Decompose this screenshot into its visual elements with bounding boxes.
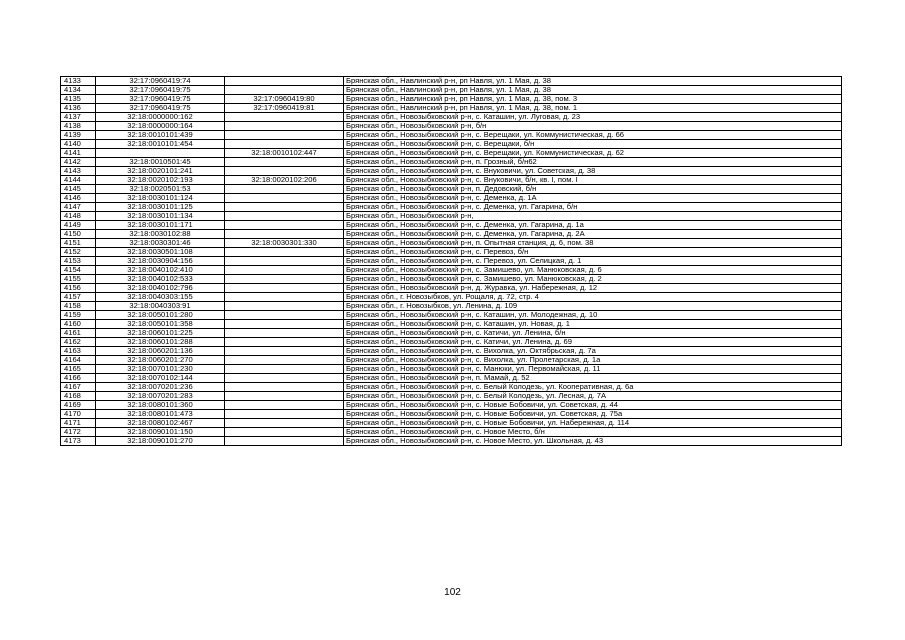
sub-cadastral-number-cell: [225, 158, 344, 167]
table-row: [61, 257, 842, 266]
sub-cadastral-number-cell: [225, 257, 344, 266]
address-cell: Брянская обл., Новозыбковский р-н, с. Манюки, ул. Первомайская, д. 11: [344, 365, 842, 374]
sub-cadastral-number-cell: [225, 356, 344, 365]
sub-cadastral-number-cell: [225, 131, 344, 140]
row-number-cell: 4155: [61, 275, 96, 284]
sub-cadastral-number-cell: 32:17:0960419:80: [225, 95, 344, 104]
address-cell: Брянская обл., Новозыбковский р-н, с. Каташин, ул. Молодежная, д. 10: [344, 311, 842, 320]
row-number-cell: 4163: [61, 347, 96, 356]
cadastral-number-cell: 32:18:0020102:193: [96, 176, 225, 185]
sub-cadastral-number-cell: 32:17:0960419:81: [225, 104, 344, 113]
row-number-cell: 4134: [61, 86, 96, 95]
cadastral-number-cell: 32:18:0040102:533: [96, 275, 225, 284]
table-row: [61, 356, 842, 365]
row-number-cell: 4148: [61, 212, 96, 221]
address-cell: Брянская обл., Новозыбковский р-н, б/н: [344, 122, 842, 131]
sub-cadastral-number-cell: [225, 374, 344, 383]
table-row: [61, 158, 842, 167]
cadastral-number-cell: 32:17:0960419:75: [96, 104, 225, 113]
sub-cadastral-number-cell: [225, 122, 344, 131]
cadastral-number-cell: 32:18:0040303:155: [96, 293, 225, 302]
sub-cadastral-number-cell: [225, 293, 344, 302]
address-cell: Брянская обл., Новозыбковский р-н, п. Опытная станция, д. 6, пом. 38: [344, 239, 842, 248]
table-body: [61, 77, 842, 446]
table-row: [61, 311, 842, 320]
cadastral-number-cell: 32:18:0060101:288: [96, 338, 225, 347]
sub-cadastral-number-cell: [225, 410, 344, 419]
address-cell: Брянская обл., Новозыбковский р-н, с. Перевоз, ул. Селицкая, д. 1: [344, 257, 842, 266]
address-cell: Брянская обл., Новозыбковский р-н, п. Грозный, б/н62: [344, 158, 842, 167]
sub-cadastral-number-cell: [225, 140, 344, 149]
address-cell: Брянская обл., Навлинский р-н, рп Навля, ул. 1 Мая, д. 38, пом. 1: [344, 104, 842, 113]
table-row: [61, 185, 842, 194]
cadastral-number-cell: 32:18:0030101:171: [96, 221, 225, 230]
table-row: [61, 230, 842, 239]
row-number-cell: 4159: [61, 311, 96, 320]
sub-cadastral-number-cell: [225, 113, 344, 122]
row-number-cell: 4137: [61, 113, 96, 122]
table-row: [61, 338, 842, 347]
table-row: [61, 437, 842, 446]
address-cell: Брянская обл., Новозыбковский р-н, с. Деменка, ул. Гагарина, д. 2А: [344, 230, 842, 239]
table-row: [61, 347, 842, 356]
row-number-cell: 4152: [61, 248, 96, 257]
address-cell: Брянская обл., Новозыбковский р-н, с. Внуковичи, б/н, кв. I, пом. I: [344, 176, 842, 185]
row-number-cell: 4172: [61, 428, 96, 437]
sub-cadastral-number-cell: [225, 338, 344, 347]
row-number-cell: 4158: [61, 302, 96, 311]
row-number-cell: 4136: [61, 104, 96, 113]
cadastral-number-cell: 32:18:0050101:358: [96, 320, 225, 329]
cadastral-number-cell: 32:18:0070101:230: [96, 365, 225, 374]
table-row: [61, 140, 842, 149]
table-row: [61, 203, 842, 212]
address-cell: Брянская обл., Новозыбковский р-н, с. Каташин, ул. Новая, д. 1: [344, 320, 842, 329]
row-number-cell: 4147: [61, 203, 96, 212]
address-cell: Брянская обл., Новозыбковский р-н, п. Дедовский, б/н: [344, 185, 842, 194]
table-row: [61, 149, 842, 158]
address-cell: Брянская обл., Новозыбковский р-н, с. Деменка, ул. Гагарина, б/н: [344, 203, 842, 212]
sub-cadastral-number-cell: 32:18:0010102:447: [225, 149, 344, 158]
cadastral-number-cell: 32:18:0060201:136: [96, 347, 225, 356]
sub-cadastral-number-cell: [225, 302, 344, 311]
row-number-cell: 4145: [61, 185, 96, 194]
cadastral-number-cell: 32:18:0060101:225: [96, 329, 225, 338]
table-row: [61, 212, 842, 221]
cadastral-number-cell: 32:17:0960419:74: [96, 77, 225, 86]
address-cell: Брянская обл., Новозыбковский р-н, с. Новые Бобовичи, ул. Советская, д. 75а: [344, 410, 842, 419]
sub-cadastral-number-cell: [225, 347, 344, 356]
cadastral-number-cell: 32:18:0030101:125: [96, 203, 225, 212]
table-row: [61, 167, 842, 176]
row-number-cell: 4166: [61, 374, 96, 383]
address-cell: Брянская обл., Навлинский р-н, рп Навля, ул. 1 Мая, д. 38: [344, 77, 842, 86]
address-cell: Брянская обл., Новозыбковский р-н, с. Вихолка, ул. Пролетарская, д. 1а: [344, 356, 842, 365]
row-number-cell: 4168: [61, 392, 96, 401]
row-number-cell: 4154: [61, 266, 96, 275]
row-number-cell: 4140: [61, 140, 96, 149]
address-cell: Брянская обл., Навлинский р-н, рп Навля, ул. 1 Мая, д. 38: [344, 86, 842, 95]
page-number: 102: [444, 587, 461, 598]
sub-cadastral-number-cell: [225, 392, 344, 401]
row-number-cell: 4173: [61, 437, 96, 446]
address-cell: Брянская обл., Новозыбковский р-н, п. Мамай, д. 52: [344, 374, 842, 383]
sub-cadastral-number-cell: [225, 194, 344, 203]
sub-cadastral-number-cell: [225, 203, 344, 212]
cadastral-number-cell: 32:18:0010101:439: [96, 131, 225, 140]
address-cell: Брянская обл., Новозыбковский р-н, с. Верещаки, б/н: [344, 140, 842, 149]
row-number-cell: 4139: [61, 131, 96, 140]
sub-cadastral-number-cell: [225, 311, 344, 320]
sub-cadastral-number-cell: [225, 329, 344, 338]
cadastral-number-cell: 32:18:0060201:270: [96, 356, 225, 365]
cadastral-number-cell: 32:18:0010501:45: [96, 158, 225, 167]
address-cell: Брянская обл., г. Новозыбков, ул. Ленина, д. 109: [344, 302, 842, 311]
cadastral-number-cell: [96, 149, 225, 158]
address-cell: Брянская обл., Новозыбковский р-н, с. Деменка, ул. Гагарина, д. 1а: [344, 221, 842, 230]
address-cell: Брянская обл., Новозыбковский р-н, с. Катичи, ул. Ленина, д. 69: [344, 338, 842, 347]
property-table: [60, 76, 842, 446]
sub-cadastral-number-cell: [225, 221, 344, 230]
table-row: [61, 329, 842, 338]
row-number-cell: 4146: [61, 194, 96, 203]
table-row: [61, 392, 842, 401]
table-row: [61, 77, 842, 86]
address-cell: Брянская обл., Новозыбковский р-н, с. Новое Место, ул. Школьная, д. 43: [344, 437, 842, 446]
table-row: [61, 284, 842, 293]
table-row: [61, 86, 842, 95]
cadastral-number-cell: 32:18:0070201:236: [96, 383, 225, 392]
sub-cadastral-number-cell: [225, 212, 344, 221]
address-cell: Брянская обл., Новозыбковский р-н, с. Новое Место, б/н: [344, 428, 842, 437]
table-row: [61, 176, 842, 185]
table-row: [61, 293, 842, 302]
row-number-cell: 4160: [61, 320, 96, 329]
cadastral-number-cell: 32:18:0020501:53: [96, 185, 225, 194]
cadastral-number-cell: 32:18:0030102:88: [96, 230, 225, 239]
row-number-cell: 4169: [61, 401, 96, 410]
row-number-cell: 4156: [61, 284, 96, 293]
sub-cadastral-number-cell: [225, 248, 344, 257]
sub-cadastral-number-cell: [225, 266, 344, 275]
cadastral-number-cell: 32:18:0030101:134: [96, 212, 225, 221]
address-cell: Брянская обл., Новозыбковский р-н, с. Вихолка, ул. Октябрьская, д. 7а: [344, 347, 842, 356]
table-row: [61, 302, 842, 311]
sub-cadastral-number-cell: [225, 419, 344, 428]
address-cell: Брянская обл., Новозыбковский р-н, с. Белый Колодезь, ул. Кооперативная, д. 6а: [344, 383, 842, 392]
cadastral-number-cell: 32:18:0030904:156: [96, 257, 225, 266]
cadastral-number-cell: 32:18:0030501:108: [96, 248, 225, 257]
address-cell: Брянская обл., г. Новозыбков, ул. Рощаля, д. 72, стр. 4: [344, 293, 842, 302]
sub-cadastral-number-cell: [225, 77, 344, 86]
table-row: [61, 221, 842, 230]
cadastral-number-cell: 32:18:0090101:150: [96, 428, 225, 437]
table-row: [61, 248, 842, 257]
cadastral-number-cell: 32:18:0040303:91: [96, 302, 225, 311]
cadastral-number-cell: 32:18:0080101:473: [96, 410, 225, 419]
cadastral-number-cell: 32:18:0080102:467: [96, 419, 225, 428]
sub-cadastral-number-cell: 32:18:0030301:330: [225, 239, 344, 248]
address-cell: Брянская обл., Новозыбковский р-н, с. Катичи, ул. Ленина, б/н: [344, 329, 842, 338]
document-table-container: [60, 76, 842, 446]
table-row: [61, 131, 842, 140]
table-row: [61, 104, 842, 113]
sub-cadastral-number-cell: [225, 185, 344, 194]
table-row: [61, 194, 842, 203]
table-row: [61, 95, 842, 104]
row-number-cell: 4142: [61, 158, 96, 167]
table-row: [61, 410, 842, 419]
table-row: [61, 239, 842, 248]
address-cell: Брянская обл., Новозыбковский р-н, д. Журавка, ул. Набережная, д. 12: [344, 284, 842, 293]
cadastral-number-cell: 32:18:0070201:283: [96, 392, 225, 401]
cadastral-number-cell: 32:18:0050101:280: [96, 311, 225, 320]
row-number-cell: 4151: [61, 239, 96, 248]
row-number-cell: 4164: [61, 356, 96, 365]
sub-cadastral-number-cell: [225, 230, 344, 239]
sub-cadastral-number-cell: [225, 365, 344, 374]
sub-cadastral-number-cell: [225, 401, 344, 410]
address-cell: Брянская обл., Новозыбковский р-н, с. Деменка, д. 1А: [344, 194, 842, 203]
cadastral-number-cell: 32:18:0010101:454: [96, 140, 225, 149]
row-number-cell: 4143: [61, 167, 96, 176]
cadastral-number-cell: 32:18:0030101:124: [96, 194, 225, 203]
address-cell: Брянская обл., Новозыбковский р-н, с. Замишево, ул. Манюковская, д. 6: [344, 266, 842, 275]
row-number-cell: 4150: [61, 230, 96, 239]
table-row: [61, 419, 842, 428]
table-row: [61, 275, 842, 284]
cadastral-number-cell: 32:18:0040102:410: [96, 266, 225, 275]
row-number-cell: 4167: [61, 383, 96, 392]
table-row: [61, 365, 842, 374]
address-cell: Брянская обл., Новозыбковский р-н, с. Перевоз, б/н: [344, 248, 842, 257]
address-cell: Брянская обл., Новозыбковский р-н, с. Новые Бобовичи, ул. Советская, д. 44: [344, 401, 842, 410]
cadastral-number-cell: 32:18:0040102:796: [96, 284, 225, 293]
address-cell: Брянская обл., Новозыбковский р-н, с. Верещаки, ул. Коммунистическая, д. 66: [344, 131, 842, 140]
sub-cadastral-number-cell: [225, 284, 344, 293]
address-cell: Брянская обл., Новозыбковский р-н, с. Каташин, ул. Луговая, д. 23: [344, 113, 842, 122]
table-row: [61, 113, 842, 122]
row-number-cell: 4162: [61, 338, 96, 347]
table-row: [61, 428, 842, 437]
row-number-cell: 4144: [61, 176, 96, 185]
address-cell: Брянская обл., Новозыбковский р-н, с. Белый Колодезь, ул. Лесная, д. 7А: [344, 392, 842, 401]
row-number-cell: 4138: [61, 122, 96, 131]
table-row: [61, 383, 842, 392]
row-number-cell: 4161: [61, 329, 96, 338]
cadastral-number-cell: 32:18:0080101:360: [96, 401, 225, 410]
row-number-cell: 4153: [61, 257, 96, 266]
sub-cadastral-number-cell: [225, 437, 344, 446]
row-number-cell: 4170: [61, 410, 96, 419]
cadastral-number-cell: 32:18:0000000:162: [96, 113, 225, 122]
row-number-cell: 4157: [61, 293, 96, 302]
sub-cadastral-number-cell: [225, 167, 344, 176]
address-cell: Брянская обл., Новозыбковский р-н,: [344, 212, 842, 221]
address-cell: Брянская обл., Новозыбковский р-н, с. Внуковичи, ул. Советская, д. 38: [344, 167, 842, 176]
table-row: [61, 401, 842, 410]
row-number-cell: 4165: [61, 365, 96, 374]
row-number-cell: 4171: [61, 419, 96, 428]
sub-cadastral-number-cell: [225, 86, 344, 95]
cadastral-number-cell: 32:18:0020101:241: [96, 167, 225, 176]
address-cell: Брянская обл., Навлинский р-н, рп Навля, ул. 1 Мая, д. 38, пом. 3: [344, 95, 842, 104]
table-row: [61, 320, 842, 329]
row-number-cell: 4133: [61, 77, 96, 86]
table-row: [61, 122, 842, 131]
sub-cadastral-number-cell: [225, 320, 344, 329]
sub-cadastral-number-cell: [225, 275, 344, 284]
sub-cadastral-number-cell: [225, 383, 344, 392]
cadastral-number-cell: 32:17:0960419:75: [96, 95, 225, 104]
address-cell: Брянская обл., Новозыбковский р-н, с. Верещаки, ул. Коммунистическая, д. 62: [344, 149, 842, 158]
cadastral-number-cell: 32:18:0000000:164: [96, 122, 225, 131]
row-number-cell: 4141: [61, 149, 96, 158]
address-cell: Брянская обл., Новозыбковский р-н, с. Замишево, ул. Манюковская, д. 2: [344, 275, 842, 284]
table-row: [61, 374, 842, 383]
sub-cadastral-number-cell: [225, 428, 344, 437]
row-number-cell: 4135: [61, 95, 96, 104]
address-cell: Брянская обл., Новозыбковский р-н, с. Новые Бобовичи, ул. Набережная, д. 114: [344, 419, 842, 428]
cadastral-number-cell: 32:18:0090101:270: [96, 437, 225, 446]
cadastral-number-cell: 32:18:0070102:144: [96, 374, 225, 383]
table-row: [61, 266, 842, 275]
sub-cadastral-number-cell: 32:18:0020102:206: [225, 176, 344, 185]
cadastral-number-cell: 32:17:0960419:75: [96, 86, 225, 95]
row-number-cell: 4149: [61, 221, 96, 230]
cadastral-number-cell: 32:18:0030301:46: [96, 239, 225, 248]
